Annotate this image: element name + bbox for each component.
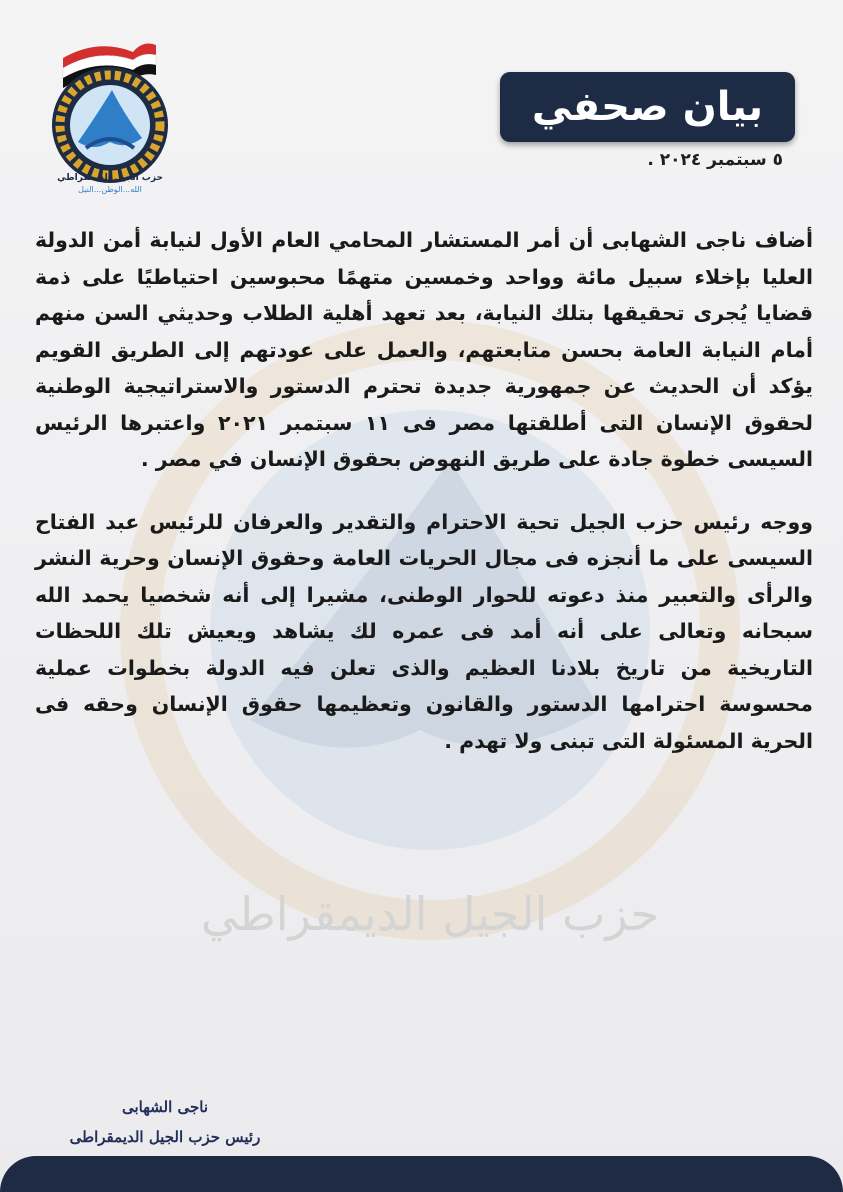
party-logo: [38, 30, 183, 200]
paragraph-2: ووجه رئيس حزب الجيل تحية الاحترام والتقدير والعرفان للرئيس عبد الفتاح السيسى على ما أنجزه فى مجال الحريات العامة وحقوق الإنسان وحرية النشر والرأى والتعبير منذ دعوته للحوار الوطنى، مشيرا إلى أنه شخصيا يحمد الله سبحانه وتعالى على أنه أمد فى عمره لك يشاهد ويعيش تلك اللحظات التاريخية من تاريخ بلادنا العظيم والذى تعلن فيه الدولة بخطوات عملية محسوسة احترامها الدستور والقانون وتعظيمها حقوق الإنسان وحقه فى الحرية المسئولة التى تبنى ولا تهدم .: [35, 509, 813, 753]
signature-role: رئيس حزب الجيل الديمقراطى: [69, 1128, 261, 1146]
page-title: بيان صحفي: [531, 84, 764, 130]
logo-slogan: الله...الوطن...النيل: [78, 185, 142, 194]
logo-party-name: حزب الجيل الديمقراطي: [57, 173, 163, 183]
watermark-text: حزب الجيل الديمقراطي: [200, 887, 660, 941]
statement-body: [35, 222, 813, 785]
paragraph-1: أضاف ناجى الشهابى أن أمر المستشار المحامي العام الأول لنيابة أمن الدولة العليا بإخلاء سبيل مائة وواحد وخمسين متهمًا محبوسين احتياطيًا على ذمة قضايا يُجرى تحقيقها بتلك النيابة، بعد تعهد أهلية الطلاب وحديثي السن منهم أمام النيابة العامة بحسن متابعتهم، والعمل على عودتهم إلى الطريق القويم يؤكد أن الحديث عن جمهورية جديدة تحترم الدستور والاستراتيجية الوطنية لحقوق الإنسان التى أطلقتها مصر فى ١١ سبتمبر ٢٠٢١ واعتبرها الرئيس السيسى خطوة جادة على طريق النهوض بحقوق الإنسان في مصر .: [35, 228, 813, 471]
signature-name: ناجى الشهابى: [121, 1098, 209, 1116]
statement-date: ٥ سبتمبر ٢٠٢٤ .: [647, 150, 783, 170]
title-banner: [500, 72, 795, 142]
footer-bar: [0, 1156, 843, 1192]
